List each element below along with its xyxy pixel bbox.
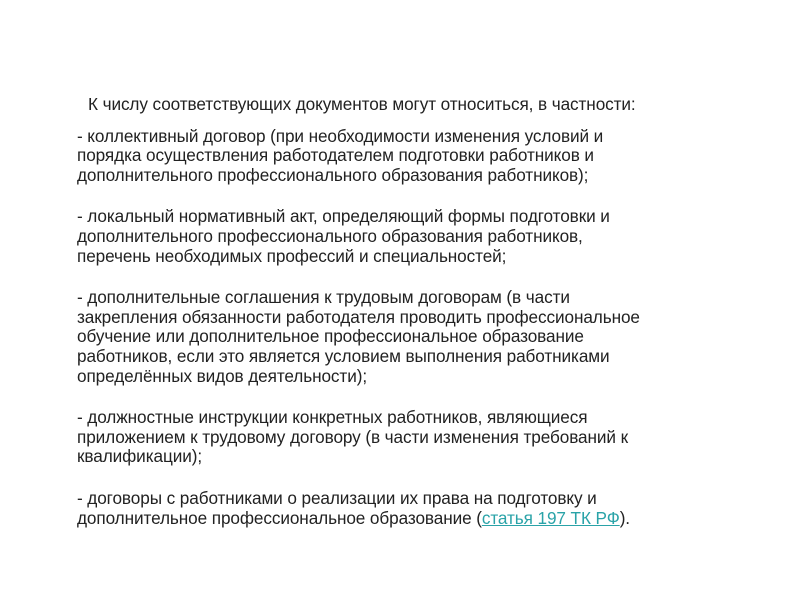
list-item-supplementary-agreements [77,288,757,386]
list-item-collective-agreement [77,127,757,186]
text-line: - договоры с работниками о реализации их права на подготовку и [77,487,597,508]
list-item-job-descriptions [77,408,757,467]
document-body [77,95,757,528]
text-line: - локальный нормативный акт, определяющий формы подготовки и [77,206,610,227]
text-fragment: дополнительное профессиональное образование ( [77,507,482,528]
text-line: работников, если это является условием выполнения работниками [77,345,610,366]
text-line: дополнительного профессионального образования работников); [77,164,589,185]
text-line: перечень необходимых профессий и специальностей; [77,245,507,266]
intro-text: К числу соответствующих документов могут относиться, в частности: [88,94,636,114]
text-line: закрепления обязанности работодателя проводить профессиональное [77,306,640,327]
text-line: - коллективный договор (при необходимости изменения условий и [77,125,604,146]
text-line: определённых видов деятельности); [77,365,368,386]
text-line: - должностные инструкции конкретных работников, являющиеся [77,407,588,428]
text-line: приложением к трудовому договору (в части изменения требований к [77,426,628,447]
text-fragment: ). [619,507,630,528]
article-197-link[interactable]: статья 197 ТК РФ [481,507,620,528]
list-item-local-act [77,207,757,266]
text-line-with-link [77,509,757,529]
text-line: обучение или дополнительное профессиональное образование [77,326,584,347]
text-line: квалификации); [77,446,202,467]
text-line: - дополнительные соглашения к трудовым договорам (в части [77,287,570,308]
text-line: дополнительного профессионального образования работников, [77,225,583,246]
list-item-employee-contracts [77,489,757,528]
text-line: порядка осуществления работодателем подготовки работников и [77,145,594,166]
